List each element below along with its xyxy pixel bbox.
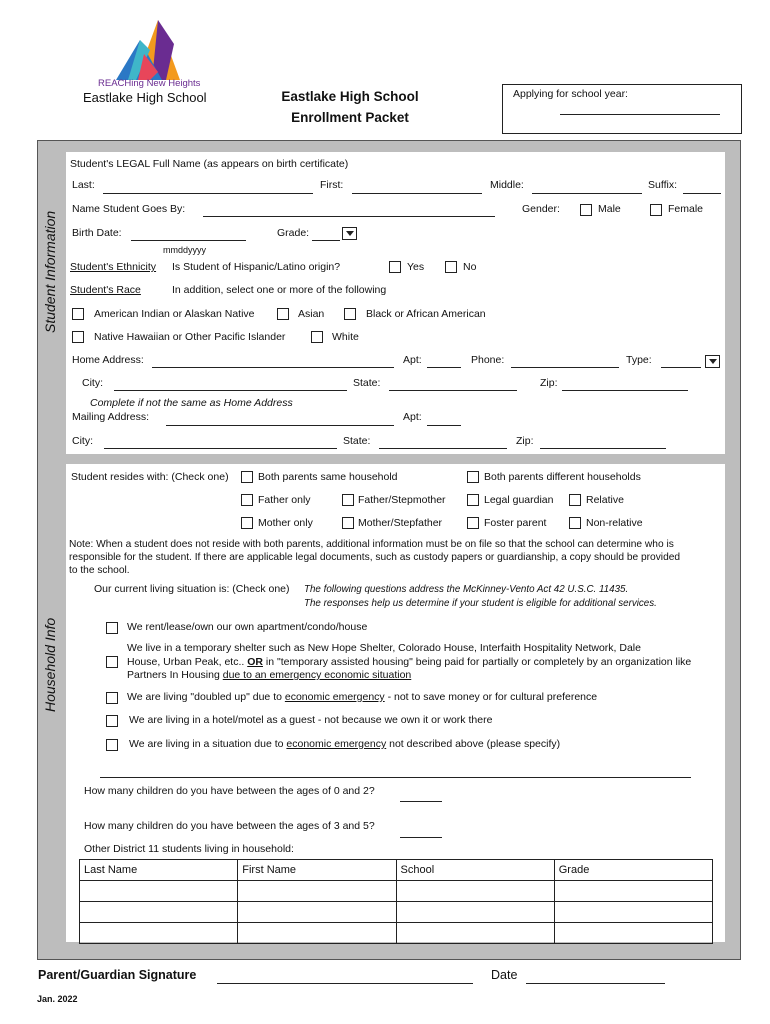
middle-name-field[interactable] (532, 193, 642, 194)
mckinney-line-2: The responses help us determine if your student is eligible for additional services. (304, 598, 657, 609)
home-zip-field[interactable] (562, 390, 688, 391)
race-asian-label: Asian (298, 308, 325, 320)
other-students-label: Other District 11 students living in household: (84, 843, 294, 855)
table-cell[interactable] (554, 881, 712, 902)
race-instruction: In addition, select one or more of the following (172, 284, 387, 296)
hispanic-yes-checkbox[interactable] (389, 261, 401, 273)
shelter-or: OR (247, 655, 263, 668)
suffix-label: Suffix: (648, 179, 677, 191)
shelter-line-3a: Partners In Housing (127, 669, 220, 681)
table-cell[interactable] (238, 881, 396, 902)
grade-label: Grade: (277, 227, 310, 239)
race-american-indian-checkbox[interactable] (72, 308, 84, 320)
table-header-school: School (396, 860, 554, 881)
father-step-checkbox[interactable] (342, 494, 354, 506)
first-name-field[interactable] (352, 193, 482, 194)
legal-guardian-label: Legal guardian (484, 494, 554, 506)
male-checkbox[interactable] (580, 204, 592, 216)
race-black-label: Black or African American (366, 308, 486, 320)
first-name-label: First: (320, 179, 344, 191)
note-line-1: Note: When a student does not reside with both parents, additional information must be on file so that the school can determine who is (69, 539, 674, 550)
race-label: Student's Race (70, 284, 141, 296)
mountain-logo-icon (78, 14, 228, 84)
other-situation-specify-field[interactable] (100, 777, 691, 778)
date-field[interactable] (526, 983, 665, 984)
mailing-zip-label: Zip: (516, 435, 534, 447)
mckinney-line-1: The following questions address the McKinney-Vento Act 42 U.S.C. 11435. (304, 584, 629, 595)
table-row (80, 902, 713, 923)
race-white-label: White (332, 331, 359, 343)
household-side-label: Household Info (42, 617, 58, 712)
note-line-3: to the school. (69, 565, 130, 576)
home-address-label: Home Address: (72, 354, 144, 366)
other-situation-checkbox[interactable] (106, 739, 118, 751)
mailing-zip-field[interactable] (540, 448, 666, 449)
female-checkbox[interactable] (650, 204, 662, 216)
hispanic-no-checkbox[interactable] (445, 261, 457, 273)
suffix-field[interactable] (683, 193, 721, 194)
table-cell[interactable] (396, 881, 554, 902)
hotel-checkbox[interactable] (106, 715, 118, 727)
table-header-first-name: First Name (238, 860, 396, 881)
hispanic-no-label: No (463, 261, 477, 273)
shelter-line-1: We live in a temporary shelter such as New Hope Shelter, Colorado House, Interfaith Hospitality Network, Dale (127, 642, 641, 654)
note-line-2: responsible for the student. If there are applicable legal documents, such as custody papers or guardianship, a copy should be provided (69, 552, 681, 563)
shelter-line-3 (127, 669, 691, 683)
hotel-label: We are living in a hotel/motel as a guest - not because we own it or work there (129, 714, 493, 726)
school-year-label: Applying for school year: (513, 88, 628, 100)
grade-field[interactable] (312, 240, 340, 241)
race-american-indian-label: American Indian or Alaskan Native (94, 308, 255, 320)
phone-type-label: Type: (626, 354, 652, 366)
table-cell[interactable] (80, 881, 238, 902)
school-logo (78, 14, 228, 110)
table-header-row (80, 860, 713, 881)
father-step-label: Father/Stepmother (358, 494, 446, 506)
relative-checkbox[interactable] (569, 494, 581, 506)
table-header-last-name: Last Name (80, 860, 238, 881)
both-same-label: Both parents same household (258, 471, 398, 483)
last-name-field[interactable] (103, 193, 313, 194)
form-title (250, 86, 450, 128)
table-header-grade: Grade (554, 860, 712, 881)
mailing-state-field[interactable] (379, 448, 507, 449)
both-different-label: Both parents different households (484, 471, 641, 483)
mailing-address-label: Mailing Address: (72, 411, 150, 423)
logo-tagline: REACHing New Heights (98, 78, 201, 89)
doubled-up-checkbox[interactable] (106, 692, 118, 704)
school-year-field[interactable] (560, 114, 720, 115)
children-0-2-field[interactable] (400, 801, 442, 802)
mother-step-checkbox[interactable] (342, 517, 354, 529)
home-city-label: City: (82, 377, 103, 389)
home-apt-label: Apt: (403, 354, 422, 366)
non-relative-label: Non-relative (586, 517, 643, 529)
foster-parent-label: Foster parent (484, 517, 547, 529)
table-cell[interactable] (396, 902, 554, 923)
legal-name-heading: Student's LEGAL Full Name (as appears on birth certificate) (70, 158, 349, 170)
home-state-label: State: (353, 377, 381, 389)
home-city-field[interactable] (114, 390, 347, 391)
rent-checkbox[interactable] (106, 622, 118, 634)
title-line-1: Eastlake High School (281, 89, 419, 104)
school-year-box (502, 84, 742, 134)
middle-name-label: Middle: (490, 179, 524, 191)
table-cell[interactable] (238, 923, 396, 944)
gender-label: Gender: (522, 203, 560, 215)
mother-step-label: Mother/Stepfather (358, 517, 443, 529)
both-different-checkbox[interactable] (467, 471, 479, 483)
custody-note (69, 538, 680, 577)
children-3-5-label: How many children do you have between the ages of 3 and 5? (84, 820, 375, 832)
both-same-checkbox[interactable] (241, 471, 253, 483)
doubled-up-b: economic emergency (284, 691, 385, 703)
home-state-field[interactable] (389, 390, 517, 391)
phone-label: Phone: (471, 354, 505, 366)
mailing-state-label: State: (343, 435, 371, 447)
children-0-2-label: How many children do you have between the ages of 0 and 2? (84, 785, 375, 797)
other-situation-label (129, 738, 560, 750)
birth-date-field[interactable] (131, 240, 246, 241)
table-cell[interactable] (238, 902, 396, 923)
date-format-hint: mmddyyyy (163, 245, 207, 255)
student-info-side-label: Student Information (42, 210, 58, 333)
revision-date: Jan. 2022 (37, 994, 78, 1004)
phone-type-dropdown[interactable] (705, 355, 720, 368)
table-cell[interactable] (554, 902, 712, 923)
non-relative-checkbox[interactable] (569, 517, 581, 529)
mckinney-note (304, 583, 657, 611)
rent-label: We rent/lease/own our own apartment/condo/house (127, 621, 368, 633)
resides-with-label: Student resides with: (Check one) (71, 471, 229, 483)
shelter-line-2a: House, Urban Peak, etc.. (127, 655, 245, 668)
race-asian-checkbox[interactable] (277, 308, 289, 320)
other-situation-b: economic emergency (286, 738, 387, 750)
date-label: Date (491, 968, 518, 982)
table-cell[interactable] (80, 923, 238, 944)
legal-guardian-checkbox[interactable] (467, 494, 479, 506)
table-cell[interactable] (80, 902, 238, 923)
doubled-up-label (127, 691, 597, 703)
table-cell[interactable] (396, 923, 554, 944)
shelter-label (127, 642, 691, 683)
grade-dropdown[interactable] (342, 227, 357, 240)
table-row (80, 881, 713, 902)
shelter-line-2b: in "temporary assisted housing" being paid for partially or completely by an organization like (265, 655, 692, 668)
shelter-checkbox[interactable] (106, 656, 118, 668)
table-cell[interactable] (554, 923, 712, 944)
mother-only-label: Mother only (258, 517, 313, 529)
male-label: Male (598, 203, 621, 215)
living-situation-label: Our current living situation is: (Check one) (94, 583, 290, 595)
signature-label: Parent/Guardian Signature (38, 968, 197, 982)
mailing-city-label: City: (72, 435, 93, 447)
phone-field[interactable] (511, 367, 619, 368)
race-white-checkbox[interactable] (311, 331, 323, 343)
mailing-city-field[interactable] (104, 448, 337, 449)
mailing-address-field[interactable] (166, 425, 394, 426)
hispanic-question: Is Student of Hispanic/Latino origin? (172, 261, 341, 273)
title-line-2: Enrollment Packet (291, 110, 409, 125)
signature-field[interactable] (217, 983, 473, 984)
doubled-up-a: We are living "doubled up" due to (127, 691, 282, 703)
other-situation-c: not described above (please specify) (389, 738, 561, 750)
home-zip-label: Zip: (540, 377, 558, 389)
doubled-up-c: - not to save money or for cultural preference (387, 691, 598, 703)
relative-label: Relative (586, 494, 624, 506)
home-address-field[interactable] (152, 367, 394, 368)
foster-parent-checkbox[interactable] (467, 517, 479, 529)
mother-only-checkbox[interactable] (241, 517, 253, 529)
mailing-apt-field[interactable] (427, 425, 461, 426)
race-hawaiian-checkbox[interactable] (72, 331, 84, 343)
home-apt-field[interactable] (427, 367, 461, 368)
other-situation-a: We are living in a situation due to (129, 738, 284, 750)
last-name-label: Last: (72, 179, 95, 191)
race-hawaiian-label: Native Hawaiian or Other Pacific Islander (94, 331, 286, 343)
female-label: Female (668, 203, 704, 215)
father-only-label: Father only (258, 494, 311, 506)
race-black-checkbox[interactable] (344, 308, 356, 320)
mailing-note: Complete if not the same as Home Address (90, 397, 293, 409)
children-3-5-field[interactable] (400, 837, 442, 838)
hispanic-yes-label: Yes (407, 261, 425, 273)
logo-school-name: Eastlake High School (83, 90, 207, 105)
goes-by-label: Name Student Goes By: (72, 203, 186, 215)
other-students-table (79, 859, 713, 944)
ethnicity-label: Student's Ethnicity (70, 261, 157, 273)
goes-by-field[interactable] (203, 216, 495, 217)
birth-date-label: Birth Date: (72, 227, 122, 239)
father-only-checkbox[interactable] (241, 494, 253, 506)
mailing-apt-label: Apt: (403, 411, 422, 423)
shelter-line-2 (127, 656, 691, 670)
phone-type-field[interactable] (661, 367, 701, 368)
shelter-line-3b: due to an emergency economic situation (222, 669, 412, 681)
table-row (80, 923, 713, 944)
